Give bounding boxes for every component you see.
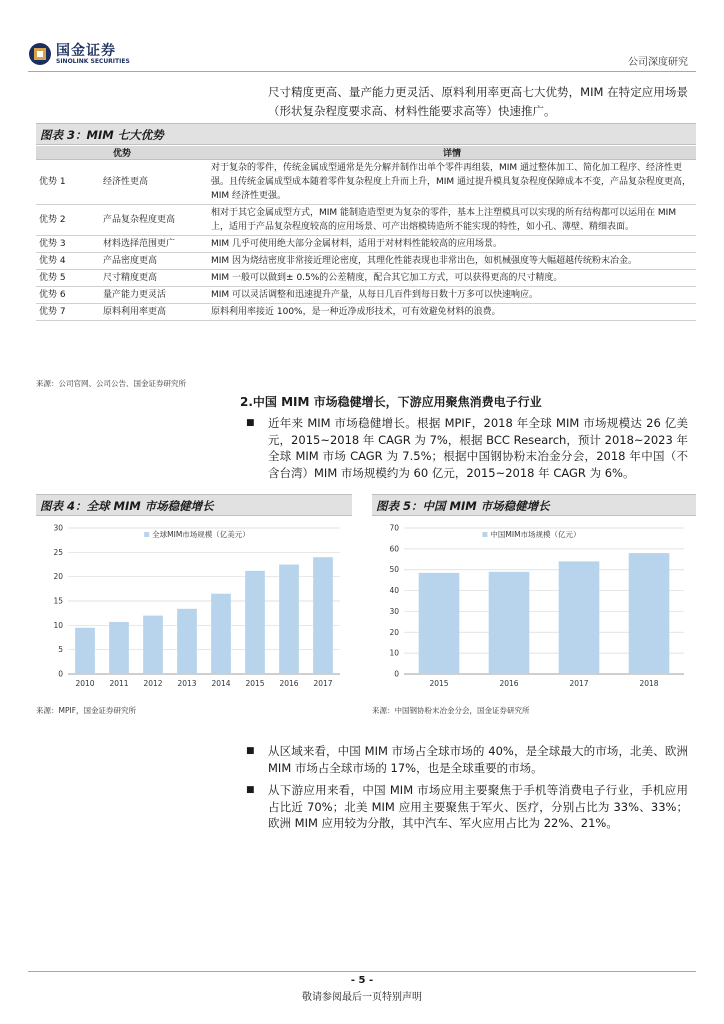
advantages-table [36,146,696,321]
table-row [36,205,696,236]
table-header-row [36,146,696,160]
row-detail: MIM 因为烧结密度非常接近理论密度，其理化性能表现也非常出色，如机械强度等大幅超越传统粉末冶金。 [208,253,696,270]
x-tick-label: 2016 [279,679,299,688]
bar-2016 [279,565,299,675]
company-logo [28,40,138,70]
table-row [36,304,696,321]
y-tick-label: 40 [389,586,399,596]
row-id: 优势 2 [36,205,100,236]
bar-2017 [313,557,333,674]
y-tick-label: 0 [394,669,399,679]
legend [482,529,580,539]
row-detail: MIM 一般可以做到± 0.5%的公差精度，配合其它加工方式，可以获得更高的尺寸精度。 [208,270,696,287]
bullet-square-icon: ■ [246,746,255,756]
x-tick-label: 2010 [75,679,95,688]
chart4-global-mim [36,518,352,694]
row-detail: MIM 可以灵活调整和迅速提升产量，从每日几百件到每日数十万多可以快速响应。 [208,287,696,304]
section-title: 2.中国 MIM 市场稳健增长，下游应用聚焦消费电子行业 [240,395,542,409]
x-tick-label: 2015 [429,679,449,688]
y-tick-label: 20 [53,572,63,582]
table-source: 来源：公司官网、公司公告、国金证券研究所 [36,379,186,388]
bar-2015 [245,571,265,674]
y-tick-label: 70 [389,523,399,533]
chart5-source: 来源：中国钢协粉末冶金分会，国金证券研究所 [372,706,530,715]
legend [144,529,250,539]
chart4-source: 来源：MPIF，国金证券研究所 [36,706,137,715]
table-row [36,236,696,253]
row-name: 尺寸精度更高 [100,270,208,287]
bar-2011 [109,622,129,674]
header-detail: 详情 [208,146,696,160]
y-tick-label: 50 [389,565,399,575]
bar-2010 [75,628,95,674]
brand-name-cn: 国金证券 [56,43,116,59]
bar-2017 [559,561,600,674]
bar-2016 [489,572,530,674]
bullet-square-icon: ■ [246,785,255,795]
table-row [36,270,696,287]
x-tick-label: 2016 [499,679,519,688]
row-detail: 原料利用率接近 100%，是一种近净成形技术，可有效避免材料的浪费。 [208,304,696,321]
x-tick-label: 2015 [245,679,265,688]
x-tick-label: 2018 [639,679,659,688]
table-row [36,287,696,304]
bar-2013 [177,609,197,674]
row-id: 优势 6 [36,287,100,304]
intro-paragraph: 尺寸精度更高、量产能力更灵活、原料利用率更高七大优势，MIM 在特定应用场景（形状复杂程度要求高、材料性能要求高等）快速推广。 [268,85,688,118]
bullet-text: 近年来 MIM 市场稳健增长。根据 MPIF，2018 年全球 MIM 市场规模达 26 亿美元，2015~2018 年 CAGR 为 7%，根据 BCC Research，预计 2018~2023 年全球 MIM 市场 CAGR 为 7.5%；根据中国钢协粉末冶金分会，2018 年中国（不含台湾）MIM 市场规模约为 60 亿元，2015~2018 年 CAGR 为 6%。 [268,416,688,480]
bullet-market-growth [246,415,688,481]
legend-label: 全球MIM市场规模（亿美元） [152,530,250,539]
table-row [36,160,696,205]
header-advantage: 优势 [36,146,208,160]
y-tick-label: 0 [58,669,63,679]
row-id: 优势 5 [36,270,100,287]
page-number: - 5 - [350,975,374,986]
y-tick-label: 30 [53,523,63,533]
y-tick-label: 10 [53,620,63,630]
row-detail: 相对于其它金属成型方式，MIM 能制造造型更为复杂的零件，基本上注塑模具可以实现的所有结构都可以运用在 MIM 上，适用于产品复杂程度较高的应用场景、可产出熔模铸造所不能实现的特性，如小孔、薄壁、精细表面。 [208,205,696,236]
row-detail: 对于复杂的零件，传统金属成型通常是先分解并制作出单个零件再组装，MIM 通过整体加工、简化加工程序、经济性更强。且传统金属成型成本随着零件复杂程度上升而上升，MIM 通过提升模具复杂程度保障成本不变，产品复杂程度更高，MIM 经济性更强。 [208,160,696,205]
row-name: 量产能力更灵活 [100,287,208,304]
chart4-title: 图表 4：全球 MIM 市场稳健增长 [36,494,352,516]
row-name: 产品密度更高 [100,253,208,270]
x-tick-label: 2013 [177,679,197,688]
page-header [28,38,696,72]
row-id: 优势 7 [36,304,100,321]
chart5-china-mim [372,518,696,694]
table-title: 图表 3：MIM 七大优势 [36,123,696,145]
x-tick-label: 2014 [211,679,231,688]
row-id: 优势 1 [36,160,100,205]
bar-2012 [143,616,163,674]
bullet-downstream [246,782,688,832]
y-tick-label: 15 [53,596,63,606]
legend-swatch [144,532,149,537]
table-row [36,253,696,270]
y-tick-label: 30 [389,606,399,616]
bullet-region [246,743,688,776]
x-tick-label: 2017 [569,679,589,688]
row-name: 材料选择范围更广 [100,236,208,253]
row-id: 优势 4 [36,253,100,270]
x-tick-label: 2017 [313,679,333,688]
bullet-square-icon: ■ [246,418,255,428]
row-detail: MIM 几乎可使用绝大部分金属材料，适用于对材料性能较高的应用场景。 [208,236,696,253]
brand-name-en: SINOLINK SECURITIES [56,58,130,65]
bullet-text: 从下游应用来看，中国 MIM 市场应用主要聚焦于手机等消费电子行业，手机应用占比近 70%；北美 MIM 应用主要聚焦于军火、医疗，分别占比为 33%、33%；欧洲 MIM 应用较为分散，其中汽车、军火应用占比为 22%、21%。 [268,783,688,830]
footer-disclaimer: 敬请参阅最后一页特别声明 [302,992,422,1003]
row-name: 经济性更高 [100,160,208,205]
row-id: 优势 3 [36,236,100,253]
y-tick-label: 5 [58,645,63,655]
row-name: 产品复杂程度更高 [100,205,208,236]
header-divider [28,71,696,72]
bullet-text: 从区域来看，中国 MIM 市场占全球市场的 40%，是全球最大的市场，北美、欧洲 MIM 市场占全球市场的 17%，也是全球重要的市场。 [268,744,688,775]
y-tick-label: 20 [389,627,399,637]
legend-swatch [482,532,487,537]
sinolink-logo-icon [28,42,52,66]
y-tick-label: 60 [389,544,399,554]
x-tick-label: 2011 [109,679,129,688]
bar-2018 [629,553,670,674]
legend-label: 中国MIM市场规模（亿元） [490,530,581,539]
y-tick-label: 10 [389,648,399,658]
report-type: 公司深度研究 [628,57,688,68]
x-tick-label: 2012 [143,679,163,688]
bar-2014 [211,594,231,674]
bar-2015 [419,573,460,674]
y-tick-label: 25 [53,547,63,557]
row-name: 原料利用率更高 [100,304,208,321]
footer-divider [28,971,696,972]
chart5-title: 图表 5：中国 MIM 市场稳健增长 [372,494,696,516]
